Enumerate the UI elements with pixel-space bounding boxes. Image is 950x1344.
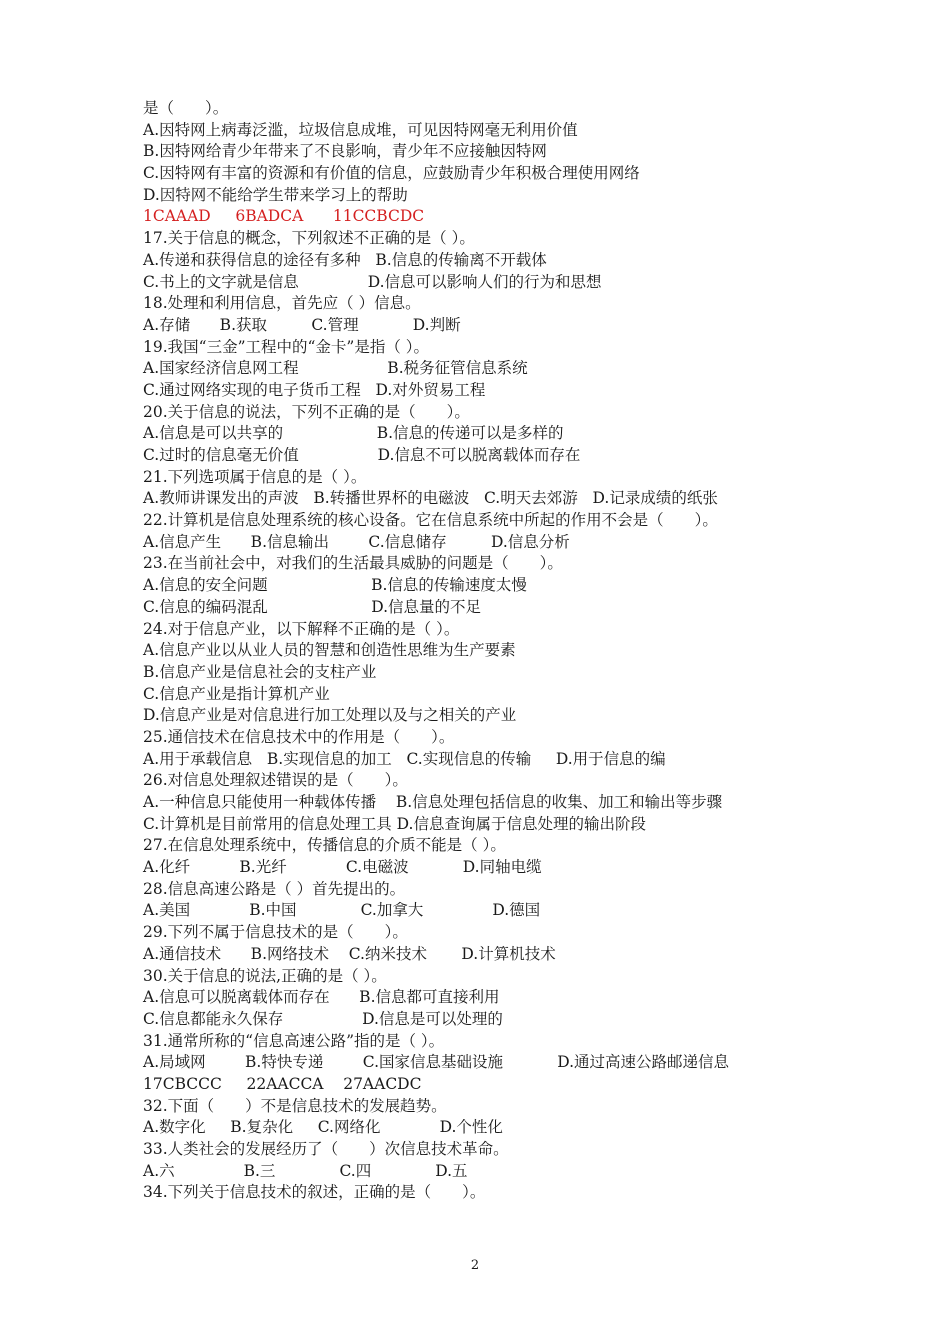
question-line: 20.关于信息的说法，下列不正确的是（ ）。 bbox=[143, 402, 470, 421]
answer-key-line: 17CBCCC 22AACCA 27AACDC bbox=[143, 1074, 422, 1093]
question-line: A.存储 B.获取 C.管理 D.判断 bbox=[143, 315, 461, 334]
page-number: 2 bbox=[470, 1258, 480, 1273]
question-line: B.信息产业是信息社会的支柱产业 bbox=[143, 662, 377, 681]
question-line: A.信息产业以从业人员的智慧和创造性思维为生产要素 bbox=[143, 641, 516, 660]
question-line: 33.人类社会的发展经历了（ ）次信息技术革命。 bbox=[143, 1140, 509, 1158]
question-line: 是（ ）。 bbox=[143, 99, 229, 117]
question-line: 26.对信息处理叙述错误的是（ ）。 bbox=[143, 771, 408, 790]
question-line: C.过时的信息毫无价值 D.信息不可以脱离载体而存在 bbox=[143, 446, 581, 464]
question-line: A.传递和获得信息的途径有多种 B.信息的传输离不开载体 bbox=[143, 250, 547, 269]
question-line: A.局域网 B.特快专递 C.国家信息基础设施 D.通过高速公路邮递信息 bbox=[143, 1053, 730, 1072]
question-line: A.国家经济信息网工程 B.税务征管信息系统 bbox=[143, 359, 528, 378]
question-line: A.信息是可以共享的 B.信息的传递可以是多样的 bbox=[143, 424, 564, 443]
question-line: 27.在信息处理系统中，传播信息的介质不能是（ ）。 bbox=[143, 836, 506, 855]
question-line: C.计算机是目前常用的信息处理工具 D.信息查询属于信息处理的输出阶段 bbox=[143, 814, 646, 833]
question-line: 21.下列选项属于信息的是（ ）。 bbox=[143, 467, 367, 486]
question-line: 34.下列关于信息技术的叙述，正确的是（ ）。 bbox=[143, 1183, 486, 1202]
question-line: C.信息都能永久保存 D.信息是可以处理的 bbox=[143, 1009, 503, 1028]
question-line: 29.下列不属于信息技术的是（ ）。 bbox=[143, 923, 408, 942]
question-line: 19.我国“三金”工程中的“金卡”是指（ ）。 bbox=[143, 337, 430, 356]
question-line: D.信息产业是对信息进行加工处理以及与之相关的产业 bbox=[143, 706, 517, 725]
question-line: B.因特网给青少年带来了不良影响，青少年不应接触因特网 bbox=[143, 142, 547, 161]
question-line: 18.处理和利用信息，首先应（ ）信息。 bbox=[143, 294, 421, 313]
question-list bbox=[143, 98, 843, 1204]
question-line: A.用于承载信息 B.实现信息的加工 C.实现信息的传输 D.用于信息的编 bbox=[143, 749, 666, 768]
question-line: 23.在当前社会中，对我们的生活最具威胁的问题是（ ）。 bbox=[143, 554, 563, 573]
question-line: A.教师讲课发出的声波 B.转播世界杯的电磁波 C.明天去郊游 D.记录成绩的纸张 bbox=[143, 489, 718, 508]
answer-key-line: 1CAAAD 6BADCA 11CCBCDC bbox=[143, 207, 425, 226]
question-line: A.因特网上病毒泛滥，垃圾信息成堆，可见因特网毫无利用价值 bbox=[143, 120, 578, 139]
question-line: A.信息的安全问题 B.信息的传输速度太慢 bbox=[143, 576, 527, 595]
question-line: 22.计算机是信息处理系统的核心设备。它在信息系统中所起的作用不会是（ ）。 bbox=[143, 511, 718, 530]
question-line: A.六 B.三 C.四 D.五 bbox=[143, 1161, 468, 1180]
question-line: A.数字化 B.复杂化 C.网络化 D.个性化 bbox=[143, 1118, 503, 1137]
question-line: C.通过网络实现的电子货币工程 D.对外贸易工程 bbox=[143, 380, 486, 399]
question-line: 31.通常所称的“信息高速公路”指的是（ ）。 bbox=[143, 1031, 445, 1050]
question-line: 32.下面（ ）不是信息技术的发展趋势。 bbox=[143, 1096, 447, 1115]
question-line: A.通信技术 B.网络技术 C.纳米技术 D.计算机技术 bbox=[143, 944, 556, 963]
question-line: C.信息的编码混乱 D.信息量的不足 bbox=[143, 597, 482, 616]
question-line: 17.关于信息的概念，下列叙述不正确的是（ ）。 bbox=[143, 229, 475, 248]
question-line: D.因特网不能给学生带来学习上的帮助 bbox=[143, 185, 408, 204]
question-line: 25.通信技术在信息技术中的作用是（ ）。 bbox=[143, 727, 455, 746]
question-line: A.信息产生 B.信息输出 C.信息储存 D.信息分析 bbox=[143, 532, 570, 551]
question-line: 30.关于信息的说法,正确的是（ ）。 bbox=[143, 966, 387, 985]
question-line: C.书上的文字就是信息 D.信息可以影响人们的行为和思想 bbox=[143, 272, 602, 291]
question-line: A.美国 B.中国 C.加拿大 D.德国 bbox=[143, 901, 541, 920]
question-line: 24.对于信息产业，以下解释不正确的是（ ）。 bbox=[143, 619, 460, 638]
question-line: A.信息可以脱离载体而存在 B.信息都可直接利用 bbox=[143, 988, 500, 1007]
question-line: C.信息产业是指计算机产业 bbox=[143, 684, 330, 703]
question-line: C.因特网有丰富的资源和有价值的信息，应鼓励青少年积极合理使用网络 bbox=[143, 164, 640, 183]
question-line: 28.信息高速公路是（ ）首先提出的。 bbox=[143, 879, 406, 898]
question-line: A.一种信息只能使用一种载体传播 B.信息处理包括信息的收集、加工和输出等步骤 bbox=[143, 793, 723, 811]
question-line: A.化纤 B.光纤 C.电磁波 D.同轴电缆 bbox=[143, 858, 542, 877]
